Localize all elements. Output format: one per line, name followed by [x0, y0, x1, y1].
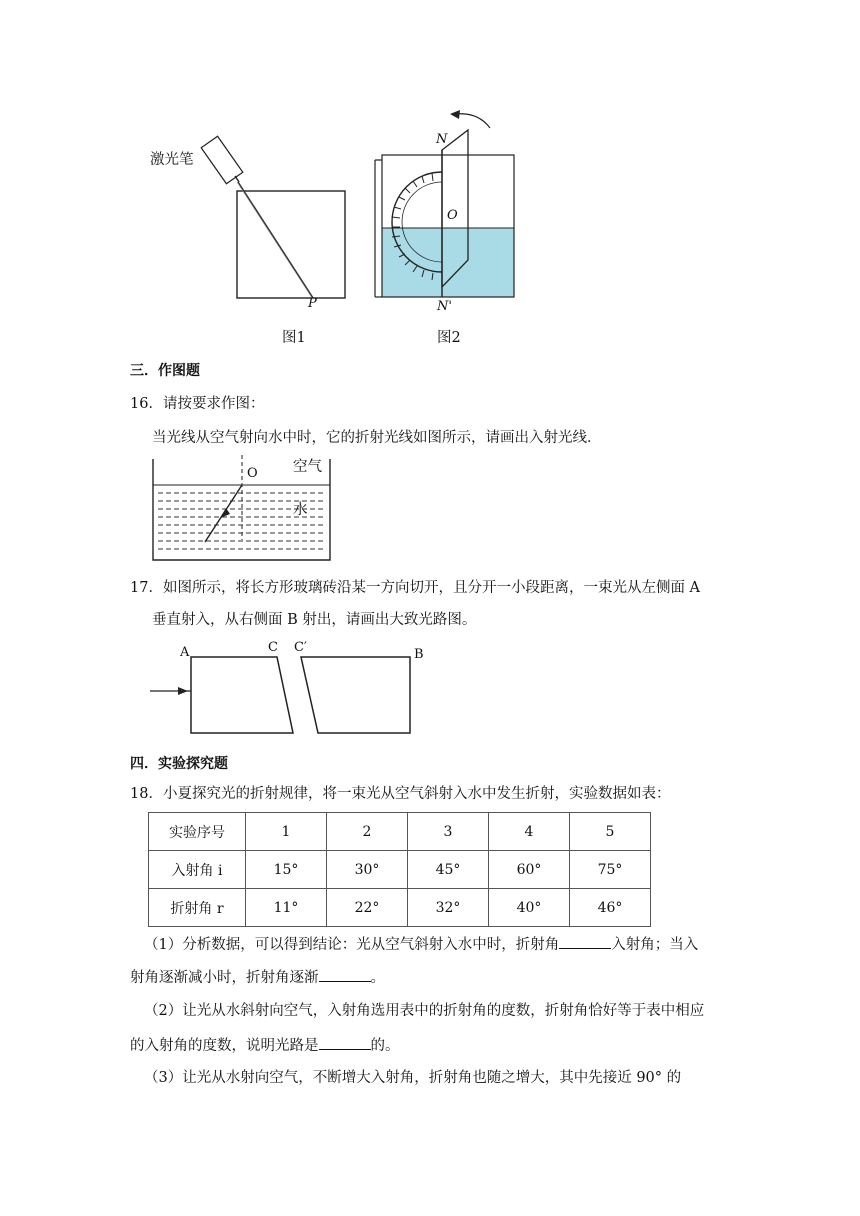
n-label: N	[436, 132, 448, 147]
q18-part1-line1	[144, 934, 698, 955]
table-row	[149, 851, 651, 889]
table-cell: 折射角 r	[149, 889, 246, 927]
figure-2-caption: 图2	[437, 330, 461, 346]
label-c-prime: C′	[294, 640, 307, 655]
table-cell: 75°	[570, 851, 651, 889]
answer-blank-1[interactable]	[559, 934, 611, 949]
table-cell: 45°	[408, 851, 489, 889]
water-label: 水	[293, 502, 308, 518]
n-prime-label: N'	[437, 299, 452, 314]
table-cell: 30°	[327, 851, 408, 889]
q18-part2-text-b: 的入射角的度数，说明光路是	[130, 1038, 319, 1054]
table-cell: 32°	[408, 889, 489, 927]
label-a: A	[180, 645, 190, 660]
section-4-title: 四．实验探究题	[130, 756, 228, 772]
q18-part1-text-d: 。	[370, 970, 385, 986]
table-cell: 11°	[246, 889, 327, 927]
figure-1-caption: 图1	[282, 330, 306, 346]
table-cell: 3	[408, 813, 489, 851]
table-cell: 4	[489, 813, 570, 851]
table-cell: 15°	[246, 851, 327, 889]
q16-text: 当光线从空气射向水中时，它的折射光线如图所示，请画出入射光线．	[152, 430, 602, 446]
table-cell: 46°	[570, 889, 651, 927]
q18-part1-text-a: （1）分析数据，可以得到结论：光从空气斜射入水中时，折射角	[144, 937, 560, 953]
refraction-data-table	[148, 812, 651, 927]
table-row	[149, 889, 651, 927]
q17-line1: 17．如图所示，将长方形玻璃砖沿某一方向切开，且分开一小段距离，一束光从左侧面 A	[130, 580, 701, 596]
answer-blank-3[interactable]	[319, 1035, 371, 1050]
q18-intro: 18．小夏探究光的折射规律，将一束光从空气斜射入水中发生折射，实验数据如表：	[130, 786, 671, 802]
table-cell: 22°	[327, 889, 408, 927]
table-row	[149, 813, 651, 851]
q18-part3-line1: （3）让光从水射向空气，不断增大入射角，折射角也随之增大，其中先接近 90° 的	[144, 1070, 682, 1086]
label-c: C	[268, 640, 278, 655]
q16-title: 16．请按要求作图：	[130, 396, 265, 412]
q18-part2-text-c: 的。	[370, 1038, 400, 1054]
q18-part1-text-b: 入射角；当入	[611, 937, 699, 953]
figure-1-drawing	[180, 130, 370, 320]
q18-part1-text-c: 射角逐渐减小时，折射角逐渐	[130, 970, 319, 986]
table-cell: 入射角 i	[149, 851, 246, 889]
table-cell: 40°	[489, 889, 570, 927]
table-cell: 5	[570, 813, 651, 851]
q16-o-label: O	[247, 466, 258, 481]
point-p-label: P	[308, 296, 317, 311]
q18-part1-line2	[130, 967, 385, 988]
table-cell: 1	[246, 813, 327, 851]
q17-glass-blocks	[148, 645, 428, 740]
table-cell: 实验序号	[149, 813, 246, 851]
o-label: O	[447, 208, 458, 223]
air-label: 空气	[293, 459, 322, 475]
table-cell: 2	[327, 813, 408, 851]
q18-part2-line1: （2）让光从水斜射向空气，入射角选用表中的折射角的度数，折射角恰好等于表中相应	[144, 1003, 705, 1019]
q17-line2: 垂直射入，从右侧面 B 射出，请画出大致光路图。	[152, 612, 477, 628]
q18-part2-line2	[130, 1035, 400, 1056]
laser-pen-label: 激光笔	[150, 152, 194, 168]
answer-blank-2[interactable]	[319, 967, 371, 982]
table-cell: 60°	[489, 851, 570, 889]
label-b: B	[414, 647, 424, 662]
section-3-title: 三．作图题	[130, 363, 200, 379]
